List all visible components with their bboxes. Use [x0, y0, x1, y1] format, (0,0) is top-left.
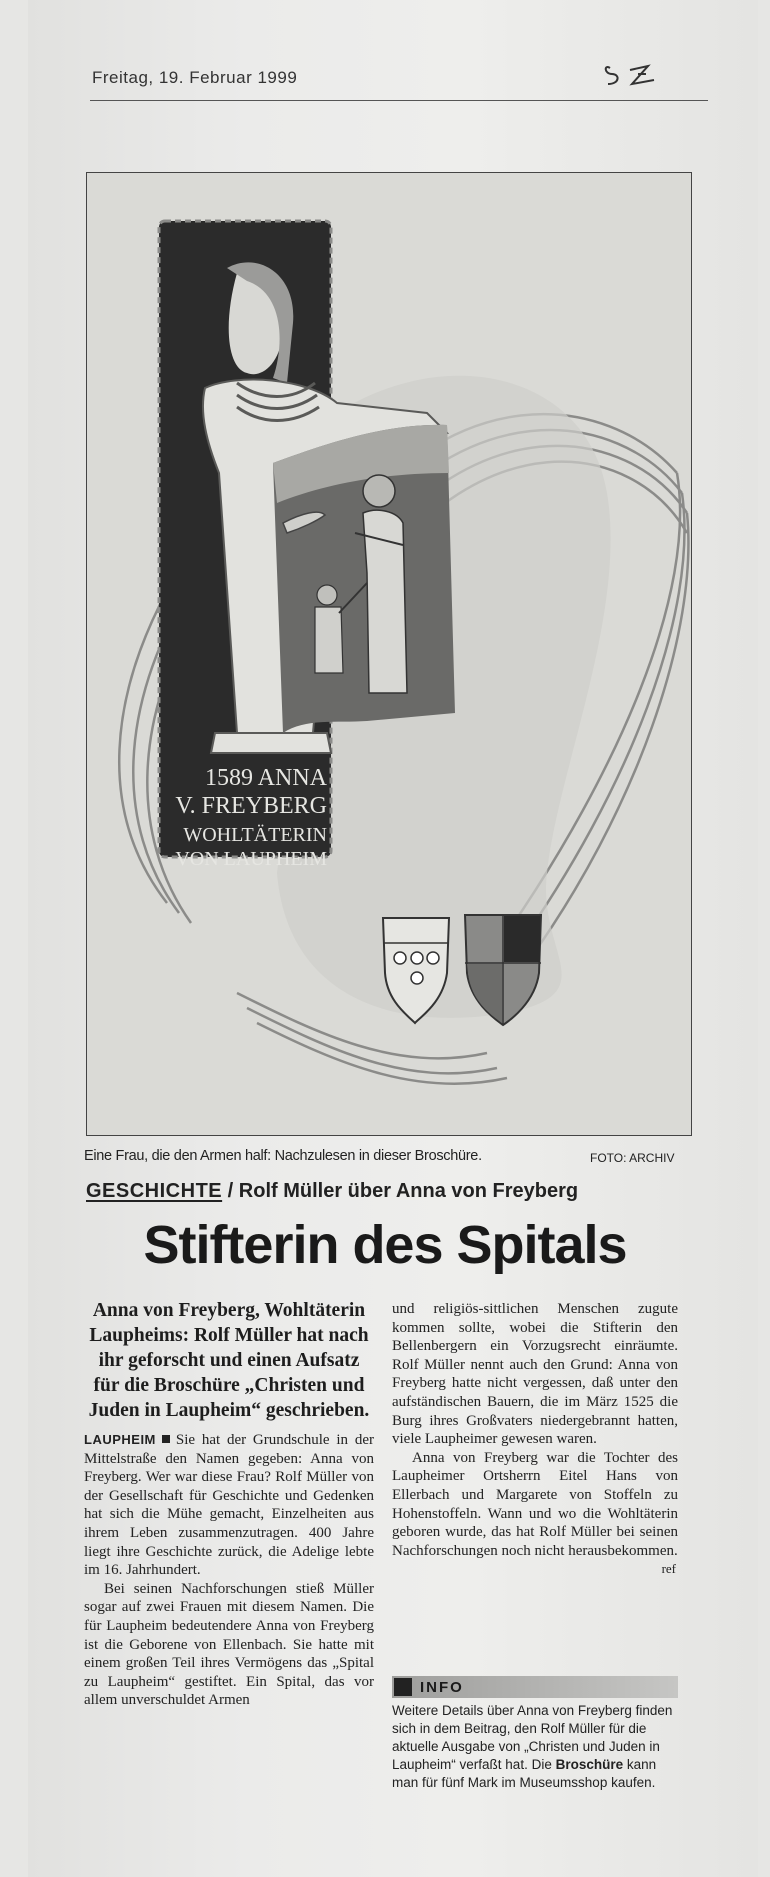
dateline: LAUPHEIM: [84, 1432, 156, 1447]
publication-date: Freitag, 19. Februar 1999: [92, 68, 298, 87]
paragraph-4: [392, 1449, 678, 1577]
info-box: [392, 1676, 678, 1792]
paragraph-2: Bei seinen Nachforschungen stieß Müller sogar auf zwei Frauen mit diesem Namen. Die für Laupheim bedeutendere Anna von Freyberg ist die Geborene von Ellenbach. Sie hatte mit einem großen Teil ihres Vermögens das „Spital zu Laupheim“ gestiftet. Ein Spital, das vor allem unverschuldet Armen: [84, 1580, 374, 1709]
article-lead: Anna von Freyberg, Wohltäterin Laupheims: Rolf Müller hat nach ihr geforscht und einen Aufsatz für die Broschüre „Christen und Juden in Laupheim“ geschrieben.: [88, 1300, 370, 1421]
info-text-b: kann man für fünf Mark im Museumsshop kaufen.: [392, 1757, 657, 1790]
paragraph-1-text: Sie hat der Grundschule in der Mittelstraße den Namen gegeben: Anna von Freyberg. Wer war diese Frau? Rolf Müller von der Gesellschaft für Geschichte und Gedenken hat sich die Mühe gemacht, Einzelheiten aus ihrem Leben zusammenzutragen. 400 Jahre liegt ihre Geschichte zurück, die Adelige lebte im 16. Jahrhundert.: [84, 1432, 374, 1579]
info-text: [392, 1702, 678, 1792]
plaque-line-2: V. FREYBERG: [175, 793, 327, 819]
plaque-line-1: 1589 ANNA: [204, 765, 327, 791]
article-headline: Stifterin des Spitals: [143, 1215, 627, 1275]
article-photo: [86, 172, 692, 1136]
info-header: [392, 1676, 678, 1698]
kicker-text: / Rolf Müller über Anna von Freyberg: [222, 1180, 579, 1202]
info-label: INFO: [420, 1678, 464, 1696]
header-rule: [90, 100, 708, 101]
column-right: [392, 1300, 678, 1579]
photo-caption: Eine Frau, die den Armen half: Nachzulesen in dieser Broschüre.: [84, 1148, 482, 1164]
info-text-bold: Broschüre: [555, 1757, 624, 1772]
photo-credit: FOTO: ARCHIV: [590, 1151, 675, 1165]
column-left: [84, 1298, 374, 1710]
paragraph-4-text: Anna von Freyberg war die Tochter des Laupheimer Ortsherrn Eitel Hans von Ellerbach und Margarete von Stoffeln zu Hohenstoffeln. Wann und wo die Wohltäterin geboren wurde, das hat Rolf Müller bei seinen Nachforschungen noch nicht herausbekommen.: [392, 1449, 678, 1559]
info-text-a: Weitere Details über Anna von Freyberg finden sich in dem Beitrag, den Rolf Müller für die aktuelle Ausgabe von „Christen und Juden in Laupheim“ verfaßt hat. Die: [392, 1703, 673, 1772]
info-square-icon: [394, 1678, 412, 1696]
article-kicker: [86, 1180, 578, 1203]
paragraph-1: [84, 1431, 374, 1580]
separator-square-icon: [162, 1435, 170, 1443]
paragraph-3: und religiös-sittlichen Menschen zugute kommen sollte, wobei die Stifterin den Bellenbergern ein Vorzugsrecht einräumte. Rolf Müller nennt auch den Grund: Anna von Freyberg hatte nicht vergessen, daß unter den aufständischen Bauern, die im März 1525 die Burg ihres Großvaters niedergebrannt hatten, viele Laupheimer gewesen waren.: [392, 1301, 678, 1448]
plaque-line-4: VON LAUPHEIM: [175, 848, 327, 870]
handwritten-mark: [602, 58, 662, 102]
rubric: GESCHICHTE: [86, 1180, 223, 1202]
author-initials: ref: [661, 1561, 676, 1577]
plaque-line-3: WOHLTÄTERIN: [183, 824, 327, 846]
